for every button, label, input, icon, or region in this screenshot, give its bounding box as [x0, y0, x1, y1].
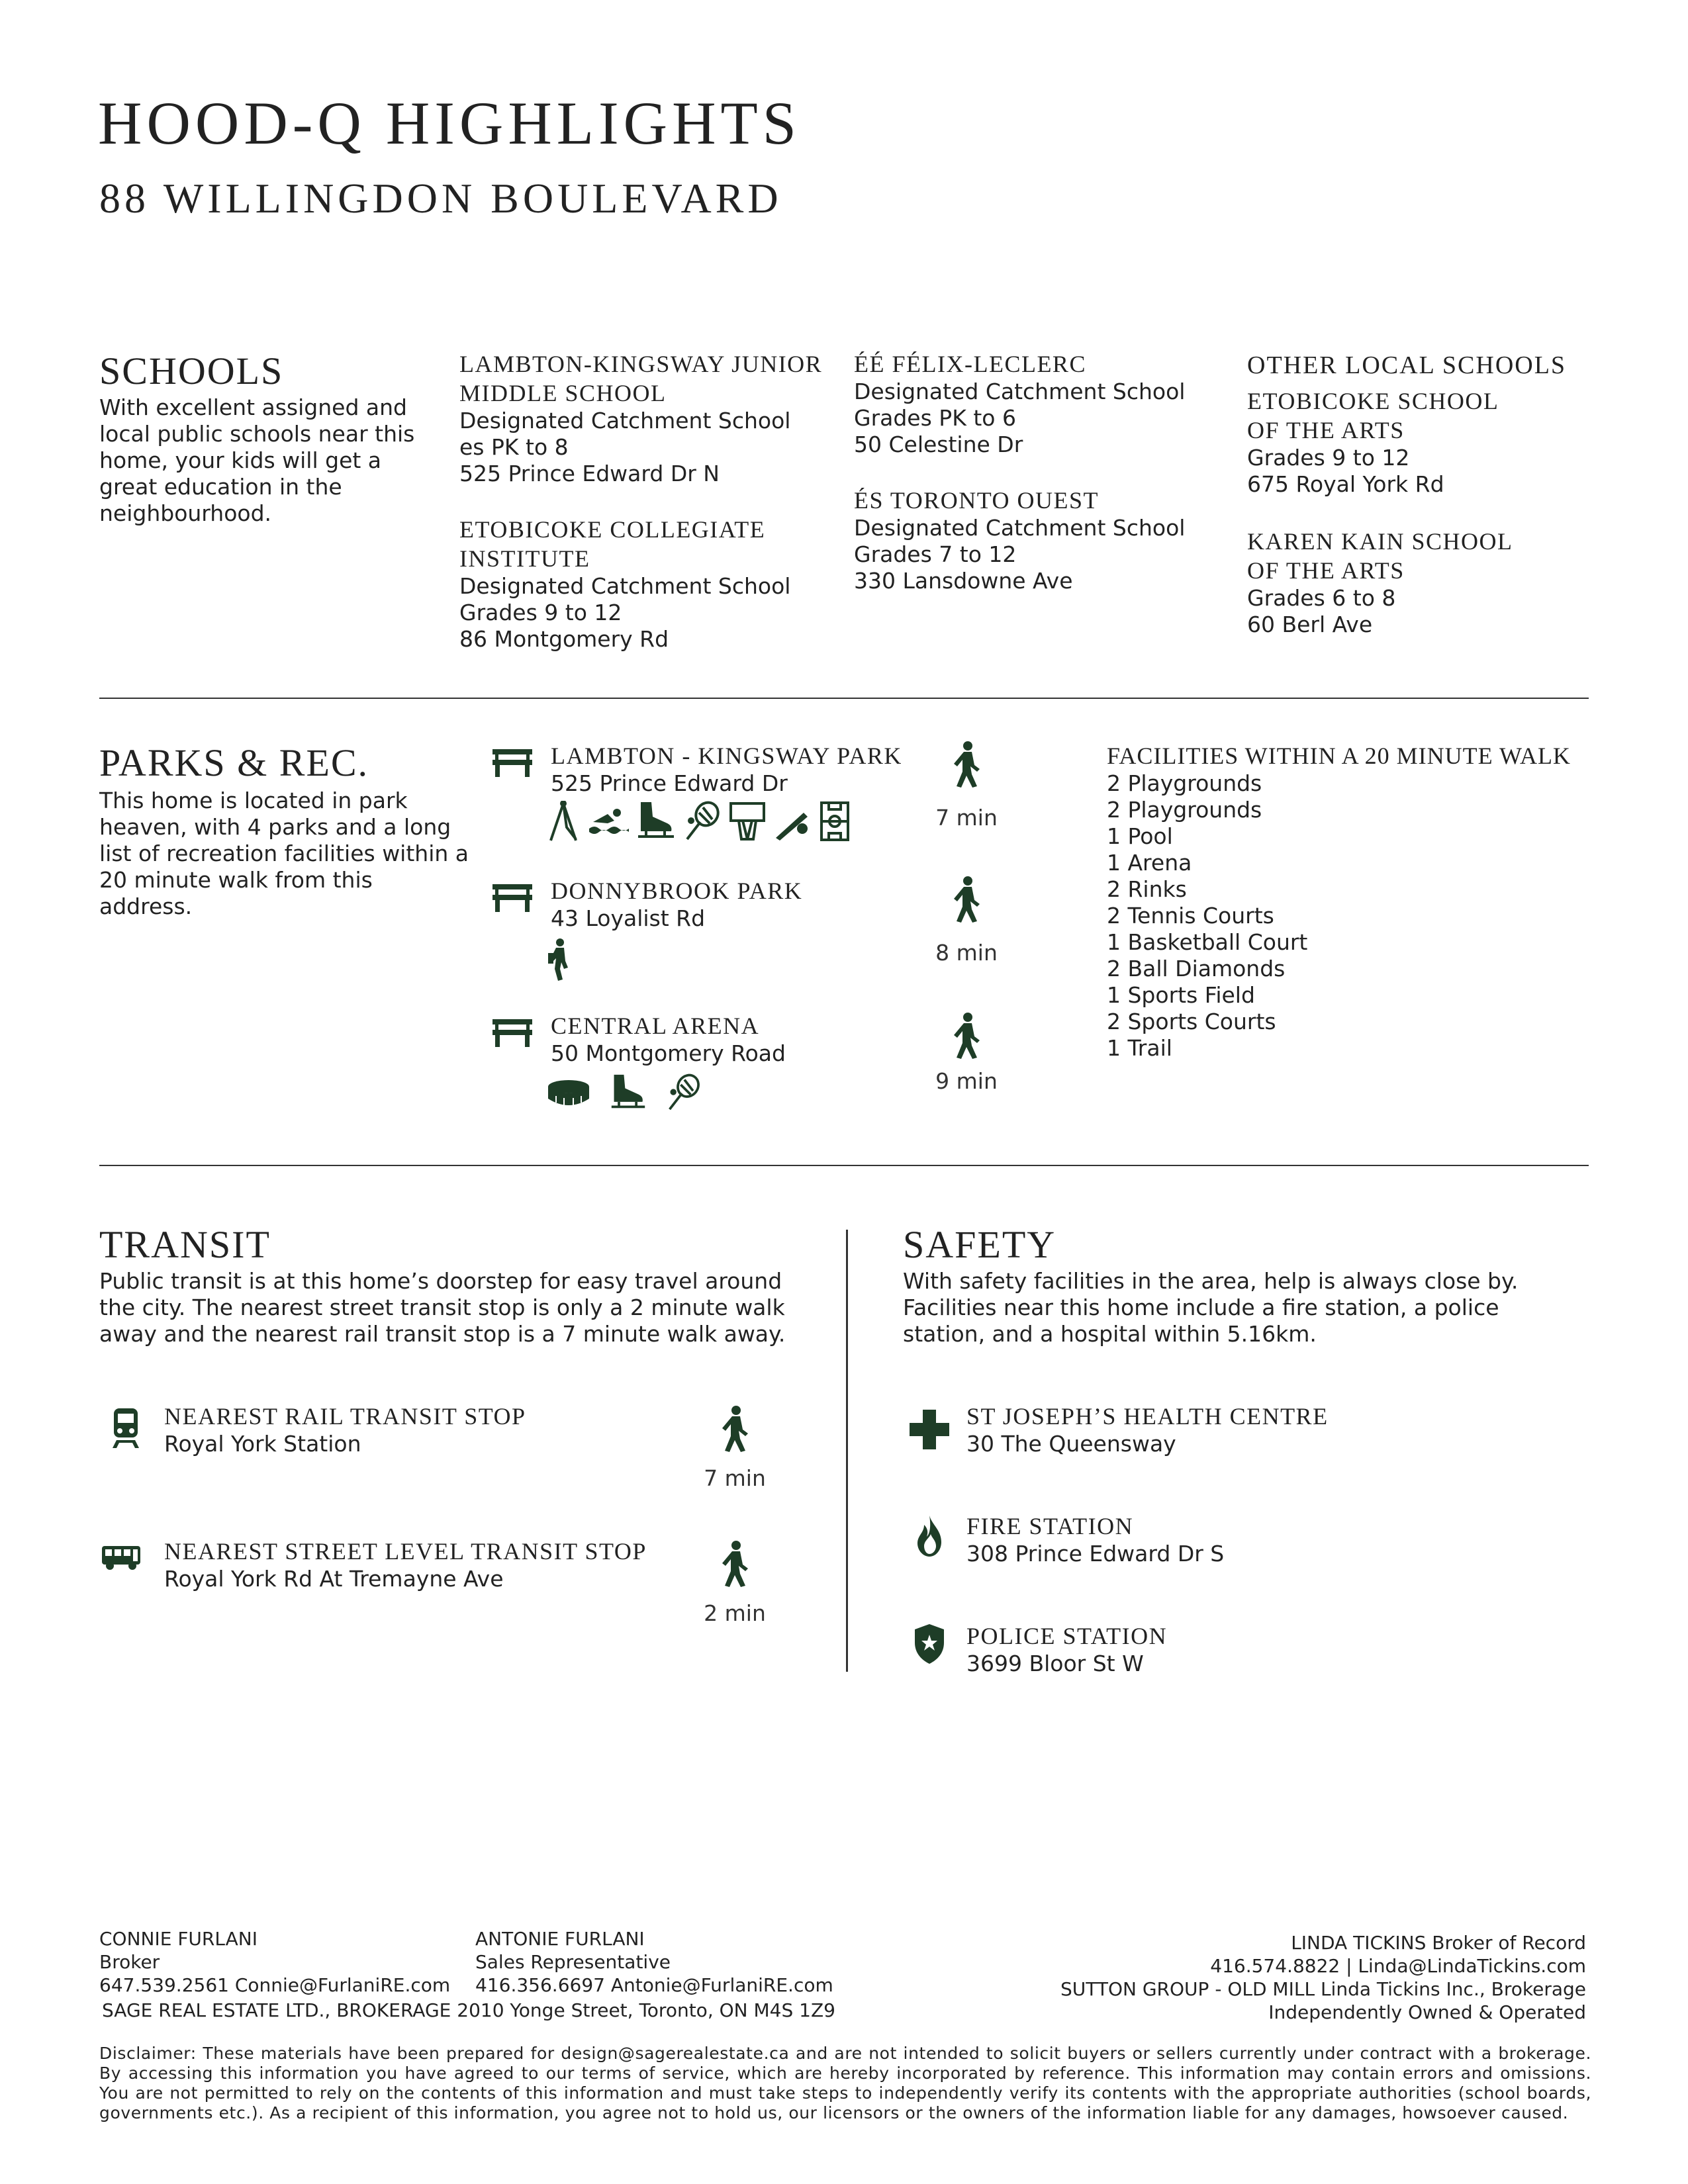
baseball-icon: [773, 805, 813, 841]
transit-rail-stop: NEAREST RAIL TRANSIT STOP Royal York Station: [164, 1403, 526, 1457]
basketball-icon: [728, 802, 767, 842]
school-toronto-ouest: ÉS TORONTO OUEST Designated Catchment School Grades 7 to 12 330 Lansdowne Ave: [854, 487, 1186, 594]
school-etobicoke-collegiate: ETOBICOKE COLLEGIATE INSTITUTE Designated Catchment School Grades 9 to 12 86 Montgomery Rd: [459, 516, 791, 652]
school-lambton-kingsway: LAMBTON-KINGSWAY JUNIOR MIDDLE SCHOOL Designated Catchment School es PK to 8 525 Prince Edward Dr N: [459, 351, 823, 486]
walking-icon: [952, 741, 981, 788]
safety-heading: SAFETY: [903, 1223, 1056, 1266]
walking-icon: [720, 1406, 749, 1452]
school-felix-leclerc: ÉÉ FÉLIX-LECLERC Designated Catchment School Grades PK to 6 50 Celestine Dr: [854, 351, 1186, 457]
facilities-list: [1107, 741, 1597, 1062]
park-bench-icon: [491, 747, 534, 778]
facility-item: 2 Rinks: [1107, 876, 1187, 902]
parks-heading: PARKS & REC.: [99, 741, 369, 784]
park-central-amenities: [547, 1073, 706, 1113]
transit-intro: Public transit is at this home’s doorstep for easy travel around the city. The nearest street transit stop is only a 2 minute walk away and the nearest rail transit stop is a 7 minute walk away.: [99, 1268, 786, 1347]
hiking-trail-icon: [547, 938, 571, 981]
divider-parks: [99, 1165, 1589, 1166]
facility-item: 1 Pool: [1107, 823, 1173, 849]
tennis-icon: [666, 1073, 702, 1112]
park-bench-icon: [491, 882, 534, 913]
safety-police-station: POLICE STATION 3699 Bloor St W: [966, 1623, 1168, 1676]
vertical-divider: [846, 1230, 848, 1672]
police-badge-icon: [914, 1624, 945, 1664]
facility-item: 2 Playgrounds: [1107, 770, 1262, 796]
page-title: HOOD-Q HIGHLIGHTS: [98, 89, 801, 157]
school-etobicoke-arts: ETOBICOKE SCHOOL OF THE ARTS Grades 9 to 12 675 Royal York Rd: [1247, 388, 1499, 497]
agent-connie-furlani: CONNIE FURLANI Broker 647.539.2561 Connie@FurlaniRE.com: [99, 1928, 451, 1996]
safety-fire-station: FIRE STATION 308 Prince Edward Dr S: [966, 1513, 1225, 1567]
parks-intro: This home is located in park heaven, with 4 parks and a long list of recreation facilities within a 20 minute walk from this address.: [99, 788, 469, 919]
fire-icon: [916, 1516, 943, 1557]
page-subtitle-address: 88 WILLINGDON BOULEVARD: [99, 175, 782, 222]
playground-icon: [547, 801, 580, 842]
walking-icon: [952, 876, 981, 923]
facility-item: 1 Arena: [1107, 850, 1192, 876]
facility-item: 1 Sports Field: [1107, 982, 1255, 1008]
facilities-heading: FACILITIES WITHIN A 20 MINUTE WALK: [1107, 743, 1571, 769]
walking-icon: [952, 1013, 981, 1059]
arena-icon: [547, 1079, 590, 1108]
brokerage-address: SAGE REAL ESTATE LTD., BROKERAGE 2010 Yonge Street, Toronto, ON M4S 1Z9: [102, 1999, 835, 2021]
skating-icon: [609, 1073, 647, 1111]
other-schools-heading: OTHER LOCAL SCHOOLS: [1247, 351, 1567, 379]
park-lambton-kingsway: LAMBTON - KINGSWAY PARK 525 Prince Edward Dr: [551, 743, 902, 796]
schools-intro: With excellent assigned and local public schools near this home, your kids will get a great education in the neighbourhood.: [99, 394, 415, 526]
sports-field-icon: [820, 801, 850, 842]
facility-item: 2 Sports Courts: [1107, 1009, 1276, 1034]
walking-icon: [720, 1541, 749, 1587]
safety-hospital: ST JOSEPH’S HEALTH CENTRE 30 The Queensway: [966, 1403, 1329, 1457]
facility-item: 2 Tennis Courts: [1107, 903, 1274, 929]
tennis-icon: [683, 801, 722, 842]
broker-of-record: LINDA TICKINS Broker of Record 416.574.8822 | Linda@LindaTickins.com SUTTON GROUP - OLD MILL Linda Tickins Inc., Brokerage Independently Owned & Operated: [1060, 1932, 1586, 2023]
facility-item: 2 Playgrounds: [1107, 797, 1262, 823]
transit-street-stop: NEAREST STREET LEVEL TRANSIT STOP Royal York Rd At Tremayne Ave: [164, 1538, 647, 1592]
transit-heading: TRANSIT: [99, 1223, 271, 1266]
bus-icon: [101, 1545, 142, 1571]
park-donnybrook: DONNYBROOK PARK 43 Loyalist Rd: [551, 878, 803, 931]
walk-time: 8 min: [935, 940, 998, 966]
school-karen-kain: KAREN KAIN SCHOOL OF THE ARTS Grades 6 to 8 60 Berl Ave: [1247, 528, 1513, 637]
skating-icon: [635, 801, 677, 841]
walk-time: 7 min: [935, 805, 998, 831]
facility-item: 1 Trail: [1107, 1035, 1172, 1061]
walk-time: 2 min: [704, 1600, 766, 1626]
safety-intro: With safety facilities in the area, help is always close by. Facilities near this home include a fire station, a police station, and a hospital within 5.16km.: [903, 1268, 1519, 1347]
park-lambton-amenities: [547, 801, 878, 843]
divider-schools: [99, 698, 1589, 699]
schools-heading: SCHOOLS: [99, 349, 284, 392]
facility-item: 2 Ball Diamonds: [1107, 956, 1286, 981]
agent-antonie-furlani: ANTONIE FURLANI Sales Representative 416.356.6697 Antonie@FurlaniRE.com: [475, 1928, 833, 1996]
walk-time: 7 min: [704, 1465, 766, 1491]
disclaimer: Disclaimer: These materials have been prepared for design@sagerealestate.ca and are not intended to solicit buyers or sellers currently under contract with a brokerage. By accessing this information you have agreed to our terms of service, which are hereby incorporated by reference. This information may contain errors and omissions. You are not permitted to rely on the contents of this information and must take steps to independently verify its contents with the appropriate authorities (school boards, governments etc.). As a recipient of this information, you agree not to hold us, our licensors or the owners of the information liable for any damages, howsoever caused.: [99, 2044, 1591, 2122]
park-bench-icon: [491, 1017, 534, 1048]
walk-time: 9 min: [935, 1068, 998, 1094]
hospital-cross-icon: [910, 1410, 949, 1449]
facility-item: 1 Basketball Court: [1107, 929, 1308, 955]
train-icon: [111, 1407, 140, 1449]
park-central-arena: CENTRAL ARENA 50 Montgomery Road: [551, 1013, 786, 1066]
swimming-icon: [588, 803, 629, 837]
